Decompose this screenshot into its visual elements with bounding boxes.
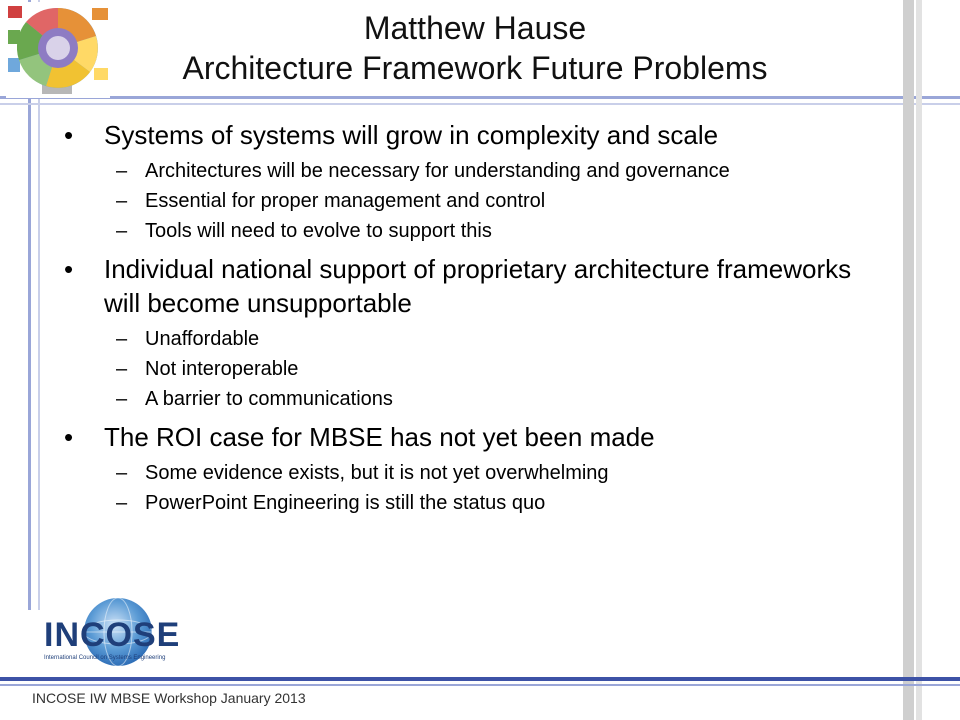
framework-wheel-logo	[6, 2, 110, 98]
sub-bullet-group	[60, 156, 890, 246]
frame-header-rule-light	[0, 103, 960, 105]
sub-bullet-item	[60, 156, 890, 186]
bullet-text: The ROI case for MBSE has not yet been made	[104, 422, 655, 452]
sub-bullet-text: Architectures will be necessary for understanding and governance	[145, 160, 730, 182]
frame-right-bar	[903, 0, 914, 720]
sub-bullet-item	[60, 488, 890, 518]
bullet-dot-icon: •	[64, 120, 74, 150]
incose-tagline: International Council on Systems Engineering	[44, 655, 166, 661]
incose-wordmark: INCOSE	[44, 616, 181, 654]
bullet-dot-icon: •	[64, 254, 74, 284]
dash-icon: –	[116, 220, 128, 242]
bullet-text: Systems of systems will grow in complexity and scale	[104, 120, 719, 150]
bullet-item	[60, 252, 890, 320]
sub-bullet-text: Some evidence exists, but it is not yet overwhelming	[145, 462, 609, 484]
dash-icon: –	[116, 388, 128, 410]
title-line-2: Architecture Framework Future Problems	[182, 50, 768, 86]
title-line-1: Matthew Hause	[363, 10, 587, 46]
footer-text: INCOSE IW MBSE Workshop January 2013	[32, 690, 306, 706]
sub-bullet-item	[60, 186, 890, 216]
bullet-item	[60, 420, 890, 454]
bullet-text: Individual national support of proprietary architecture frameworks will become unsupportable	[104, 254, 852, 318]
sub-bullet-item	[60, 324, 890, 354]
dash-icon: –	[116, 190, 128, 212]
sub-bullet-text: Tools will need to evolve to support this	[145, 220, 492, 242]
frame-bottom-rule-light	[0, 684, 960, 686]
slide-title	[110, 8, 840, 88]
frame-right-bar-light	[916, 0, 922, 720]
sub-bullet-item	[60, 216, 890, 246]
sub-bullet-group	[60, 324, 890, 414]
dash-icon: –	[116, 358, 128, 380]
sub-bullet-group	[60, 458, 890, 518]
bullet-list	[60, 118, 890, 524]
incose-logo	[38, 592, 182, 668]
frame-bottom-rule	[0, 677, 960, 681]
sub-bullet-text: A barrier to communications	[145, 388, 393, 410]
dash-icon: –	[116, 328, 128, 350]
sub-bullet-text: Unaffordable	[145, 328, 260, 350]
frame-header-rule	[0, 96, 960, 99]
dash-icon: –	[116, 462, 128, 484]
sub-bullet-item	[60, 384, 890, 414]
sub-bullet-item	[60, 458, 890, 488]
sub-bullet-text: Essential for proper management and control	[145, 190, 546, 212]
dash-icon: –	[116, 492, 128, 514]
sub-bullet-item	[60, 354, 890, 384]
sub-bullet-text: Not interoperable	[145, 358, 299, 380]
bullet-dot-icon: •	[64, 422, 74, 452]
dash-icon: –	[116, 160, 128, 182]
sub-bullet-text: PowerPoint Engineering is still the status quo	[145, 492, 546, 514]
bullet-item	[60, 118, 890, 152]
